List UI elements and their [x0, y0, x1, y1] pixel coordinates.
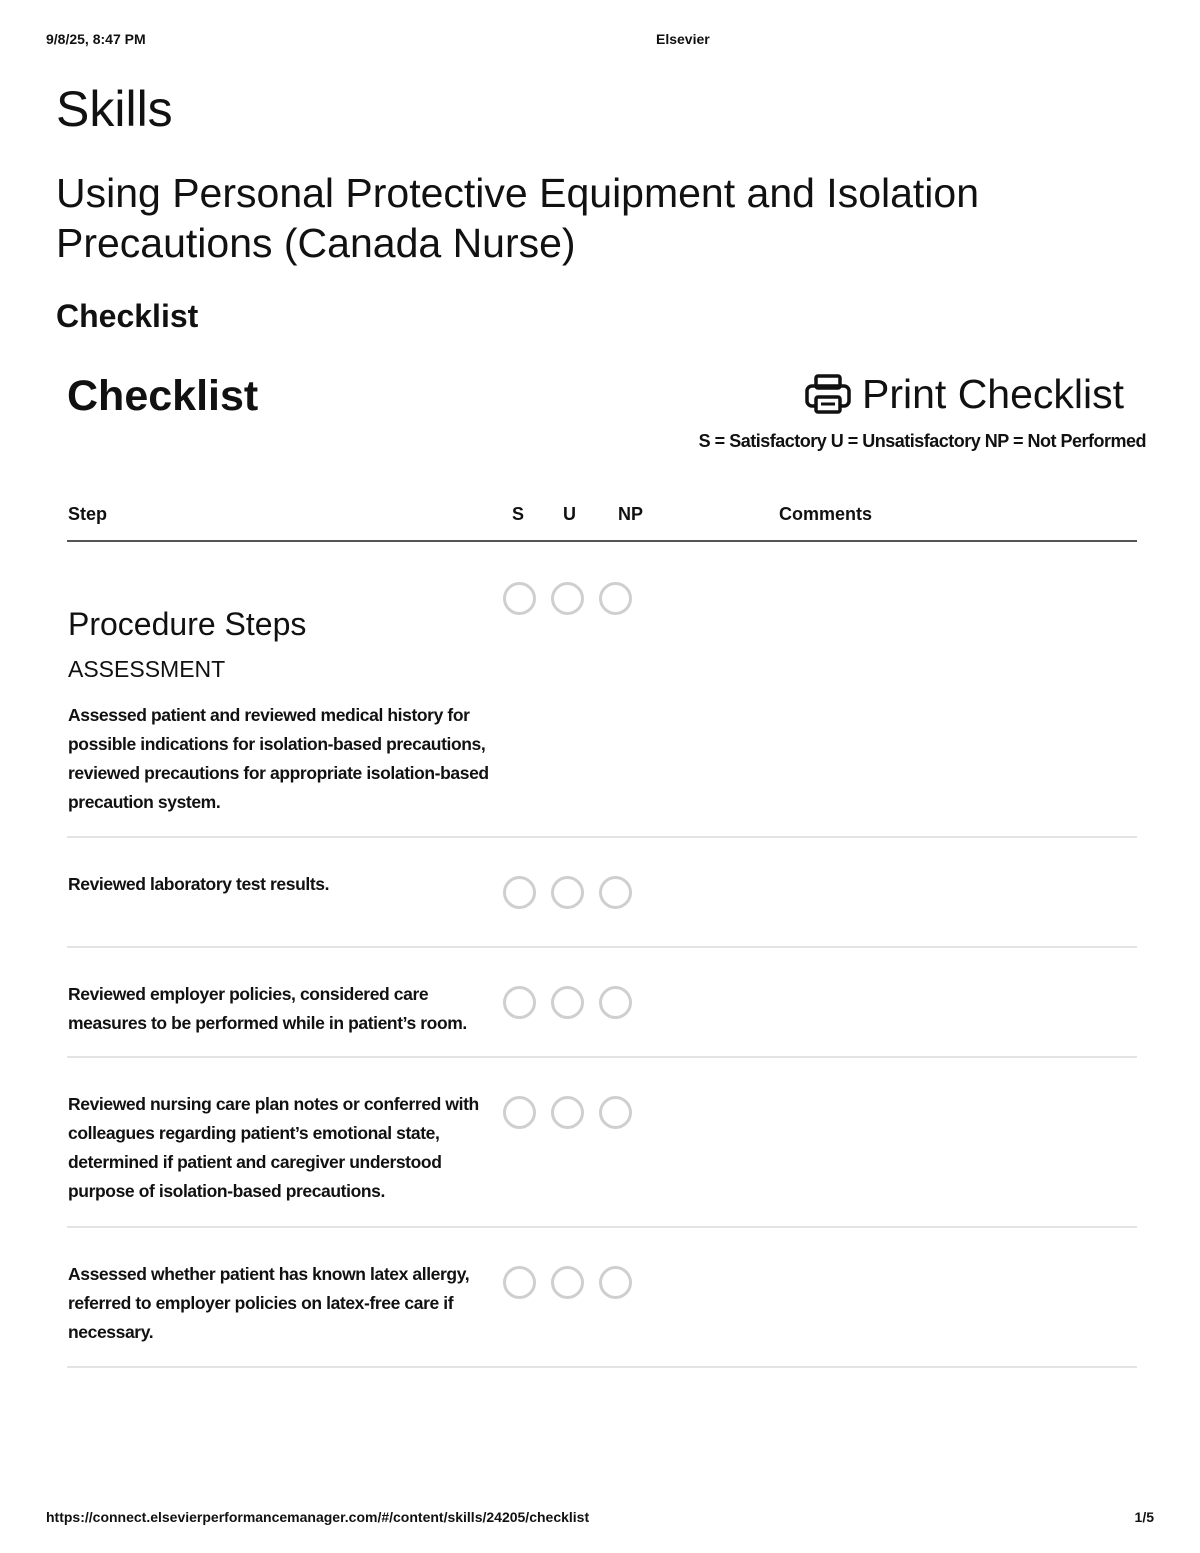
- radio-satisfactory[interactable]: [503, 986, 536, 1019]
- radio-not-performed[interactable]: [599, 1096, 632, 1129]
- radio-not-performed[interactable]: [599, 876, 632, 909]
- table-row: [67, 1228, 1137, 1368]
- radio-satisfactory[interactable]: [503, 582, 536, 615]
- rating-options: [503, 1266, 632, 1299]
- table-header: [67, 500, 1137, 542]
- table-row: [67, 1058, 1137, 1228]
- column-header-step: Step: [68, 504, 108, 524]
- print-checklist-button[interactable]: [804, 368, 1124, 420]
- radio-unsatisfactory[interactable]: [551, 1266, 584, 1299]
- rating-options: [503, 1096, 632, 1129]
- print-footer-page: 1/5: [1134, 1509, 1154, 1525]
- radio-not-performed[interactable]: [599, 986, 632, 1019]
- column-header-u: U: [563, 504, 576, 524]
- section-label: Checklist: [56, 298, 199, 334]
- radio-satisfactory[interactable]: [503, 1096, 536, 1129]
- table-row: [67, 948, 1137, 1058]
- rating-options: [503, 582, 632, 615]
- step-text: Assessed patient and reviewed medical history for possible indications for isolation-based precautions, reviewed precautions for appropriate isolation-based precaution system.: [68, 705, 489, 812]
- column-header-s: S: [512, 504, 525, 524]
- print-header-site: Elsevier: [656, 31, 710, 47]
- radio-not-performed[interactable]: [599, 582, 632, 615]
- step-text: Reviewed nursing care plan notes or conferred with colleagues regarding patient’s emotional state, determined if patient and caregiver understood purpose of isolation-based precautions.: [68, 1094, 479, 1201]
- rating-legend: S = Satisfactory U = Unsatisfactory NP = Not Performed: [698, 431, 1146, 451]
- column-header-comments: Comments: [779, 504, 873, 524]
- step-text: Reviewed employer policies, considered care measures to be performed while in patient’s room.: [68, 984, 467, 1033]
- procedure-title: Using Personal Protective Equipment and Isolation Precautions (Canada Nurse): [56, 170, 980, 266]
- group-title: Procedure Steps: [68, 606, 307, 642]
- table-row: [67, 542, 1137, 838]
- column-header-np: NP: [618, 504, 644, 524]
- table-row: [67, 838, 1137, 948]
- radio-satisfactory[interactable]: [503, 876, 536, 909]
- group-subtitle: ASSESSMENT: [68, 656, 226, 682]
- radio-unsatisfactory[interactable]: [551, 582, 584, 615]
- rating-options: [503, 986, 632, 1019]
- print-checklist-label: Print Checklist: [862, 371, 1125, 417]
- page-title: Skills: [56, 81, 173, 137]
- radio-unsatisfactory[interactable]: [551, 876, 584, 909]
- print-footer-url: https://connect.elsevierperformancemanager.com/#/content/skills/24205/checklist: [46, 1509, 590, 1525]
- radio-not-performed[interactable]: [599, 1266, 632, 1299]
- radio-unsatisfactory[interactable]: [551, 1096, 584, 1129]
- step-text: Assessed whether patient has known latex allergy, referred to employer policies on latex-free care if necessary.: [68, 1264, 470, 1342]
- checklist-table: [67, 500, 1137, 1368]
- radio-unsatisfactory[interactable]: [551, 986, 584, 1019]
- step-text: Reviewed laboratory test results.: [68, 874, 330, 894]
- print-header-datetime: 9/8/25, 8:47 PM: [46, 31, 146, 47]
- printer-icon: [804, 373, 852, 415]
- rating-options: [503, 876, 632, 909]
- radio-satisfactory[interactable]: [503, 1266, 536, 1299]
- checklist-heading: Checklist: [67, 372, 259, 420]
